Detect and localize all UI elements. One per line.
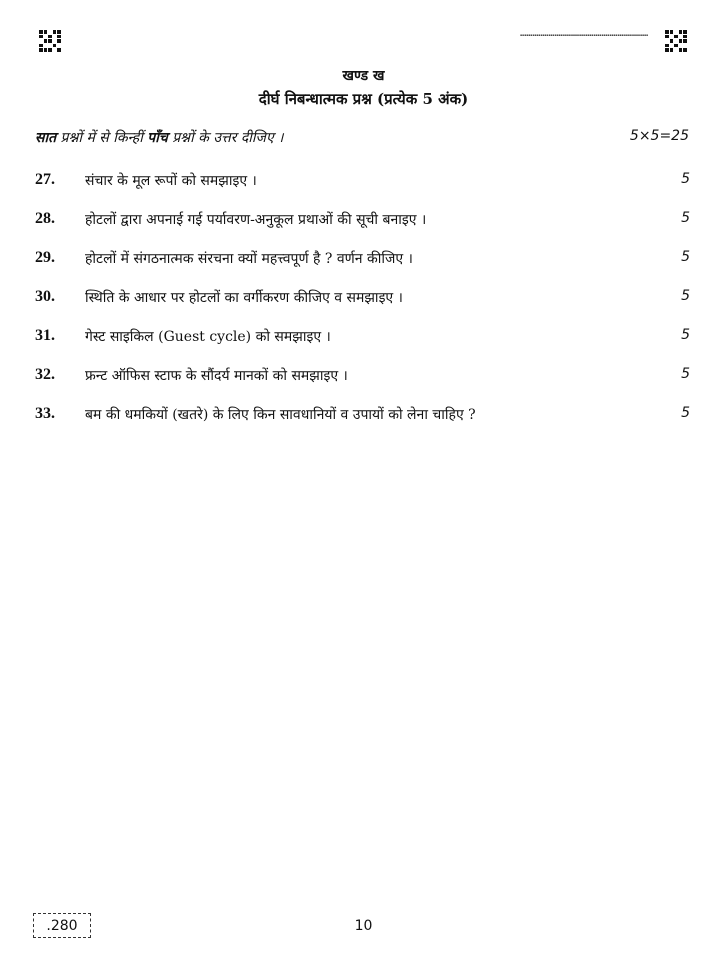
question-marks: 5 xyxy=(681,171,690,187)
question-marks: 5 xyxy=(681,405,690,421)
question-text: संचार के मूल रूपों को समझाइए । xyxy=(85,173,257,189)
question-text: गेस्ट साइकिल (Guest cycle) को समझाइए । xyxy=(85,329,331,345)
question-text: बम की धमकियों (खतरे) के लिए किन सावधानियों व उपायों को लेना चाहिए ? xyxy=(85,407,476,423)
question-item xyxy=(35,210,690,232)
instructions xyxy=(35,128,283,147)
qr-code-right-icon xyxy=(665,30,687,52)
question-item xyxy=(35,405,690,427)
question-item xyxy=(35,327,690,349)
total-marks: 5×5=25 xyxy=(629,128,689,144)
question-text: फ्रन्ट ऑफिस स्टाफ के सौंदर्य मानकों को समझाइए । xyxy=(85,368,348,384)
qr-code-left-icon xyxy=(39,30,61,52)
paper-code: .280 xyxy=(33,913,91,938)
question-item xyxy=(35,366,690,388)
question-marks: 5 xyxy=(681,210,690,226)
question-marks: 5 xyxy=(681,249,690,265)
instructions-choose: पाँच xyxy=(147,130,168,146)
question-number: 30. xyxy=(35,288,55,305)
question-marks: 5 xyxy=(681,327,690,343)
question-number: 31. xyxy=(35,327,55,344)
question-number: 29. xyxy=(35,249,55,266)
security-microtext: ▪▪▪▪▪▪▪▪▪▪▪▪▪▪▪▪▪▪▪▪▪▪▪▪▪▪▪▪▪▪▪▪▪▪▪▪▪▪▪▪▪▪▪▪▪▪▪▪▪▪▪▪▪▪▪▪▪▪▪▪▪▪▪ xyxy=(520,33,649,37)
question-number: 28. xyxy=(35,210,55,227)
question-text: होटलों में संगठनात्मक संरचना क्यों महत्त्वपूर्ण है ? वर्णन कीजिए । xyxy=(85,251,413,267)
question-item xyxy=(35,171,690,193)
question-text: स्थिति के आधार पर होटलों का वर्गीकरण कीजिए व समझाइए । xyxy=(85,290,403,306)
instructions-count: सात xyxy=(35,130,57,146)
question-item xyxy=(35,288,690,310)
question-number: 32. xyxy=(35,366,55,383)
question-text: होटलों द्वारा अपनाई गई पर्यावरण-अनुकूल प्रथाओं की सूची बनाइए । xyxy=(85,212,427,228)
instructions-mid: प्रश्नों में से किन्हीं xyxy=(56,130,148,146)
question-marks: 5 xyxy=(681,366,690,382)
question-item xyxy=(35,249,690,271)
instructions-end: प्रश्नों के उत्तर दीजिए । xyxy=(167,130,284,146)
question-number: 27. xyxy=(35,171,55,188)
page-number: 10 xyxy=(354,918,373,934)
question-marks: 5 xyxy=(681,288,690,304)
section-title: खण्ड ख xyxy=(342,68,385,84)
section-subtitle: दीर्घ निबन्धात्मक प्रश्न (प्रत्येक 5 अंक) xyxy=(258,90,469,108)
question-number: 33. xyxy=(35,405,55,422)
